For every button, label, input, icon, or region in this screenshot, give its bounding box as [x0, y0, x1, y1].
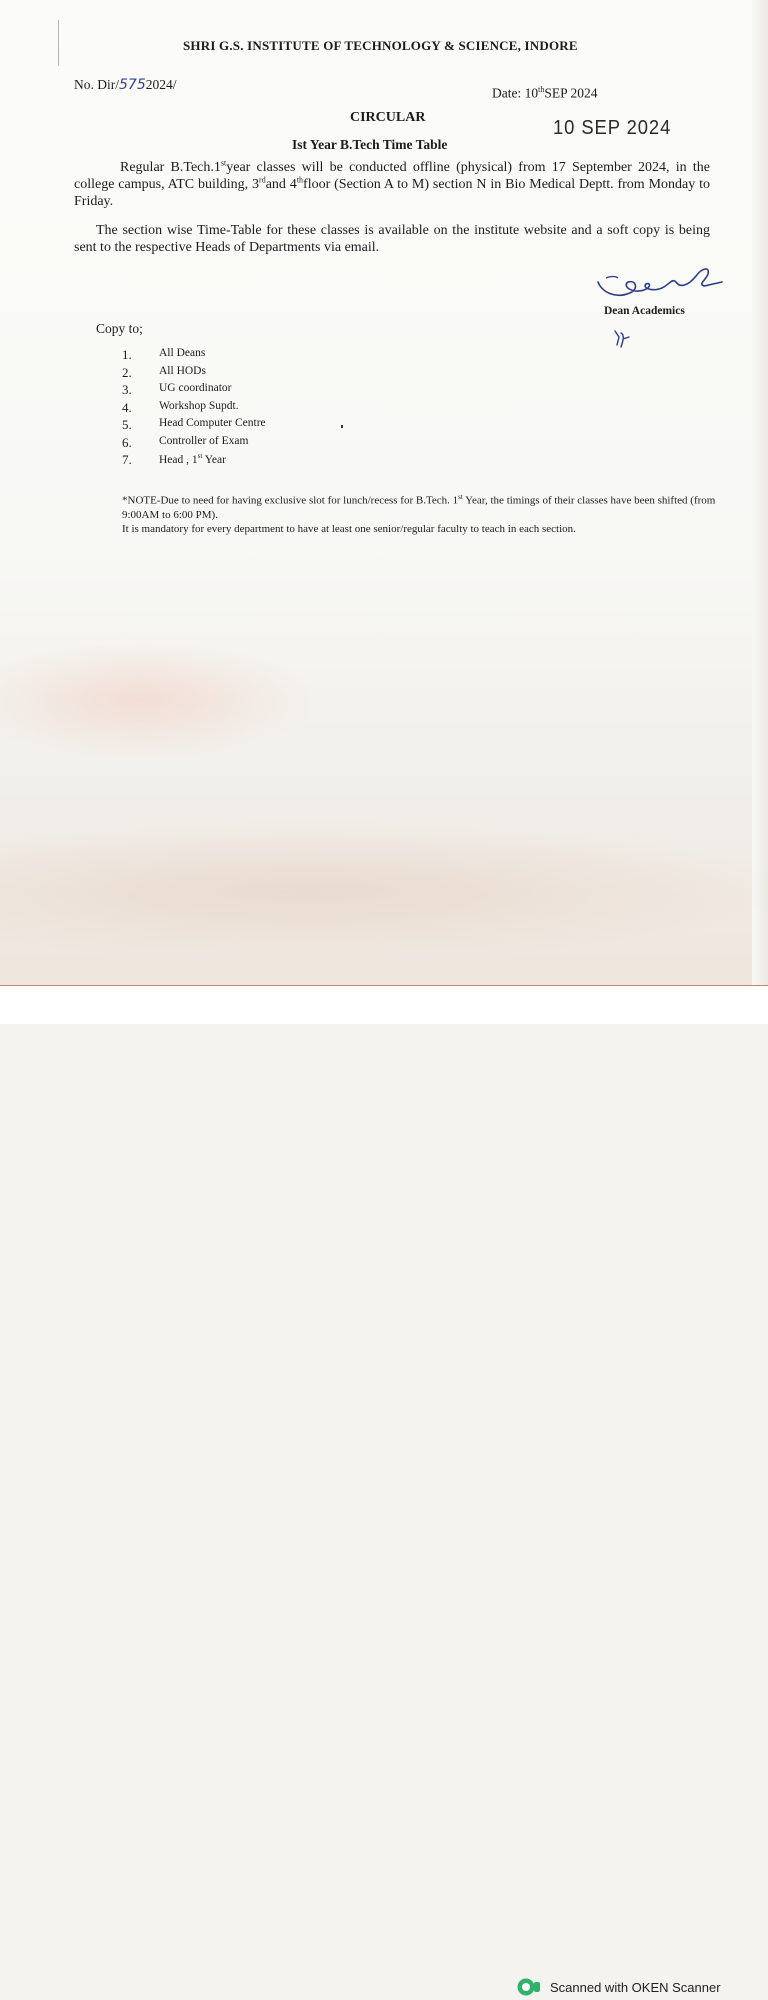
copy-to-item — [122, 382, 266, 400]
copy-to-text: Head , 1 — [159, 453, 198, 466]
note-text-b: Year, the timings of their classes have been shifted (from 9:00AM to 6:00 PM). — [122, 494, 716, 521]
copy-to-number: 7. — [122, 452, 132, 467]
scanner-text: Scanned with OKEN Scanner — [550, 1979, 721, 1995]
note-block — [122, 490, 722, 536]
copy-to-recipient — [159, 452, 226, 470]
page-edge-shadow — [752, 0, 768, 985]
copy-to-number: 3. — [122, 382, 132, 397]
copy-to-recipient — [159, 435, 248, 453]
oken-logo-icon — [516, 1977, 542, 1997]
copy-to-sup: st — [197, 452, 203, 460]
copy-to-item — [122, 435, 266, 453]
copy-to-recipient — [159, 347, 205, 365]
ref-handwritten-number: 575 — [119, 77, 146, 93]
p1-text-a: Regular B.Tech.1 — [120, 160, 221, 175]
copy-to-recipient — [159, 382, 232, 400]
note-text-a: *NOTE-Due to need for having exclusive slot for lunch/recess for B.Tech. 1 — [122, 494, 459, 507]
copy-to-recipient — [159, 365, 206, 383]
scan-speck — [341, 425, 343, 428]
p1-text-b: year classes will be conducted offline (physical) from 17 September 2024, in the college campus, ATC building, 3 — [74, 160, 710, 192]
circular-page — [0, 0, 768, 987]
date-stamp: 10 SEP 2024 — [553, 117, 672, 139]
paragraph-classes — [74, 159, 710, 210]
copy-to-number: 5. — [122, 417, 132, 432]
copy-to-text: All Deans — [159, 347, 206, 359]
copy-to-label: Copy to; — [96, 321, 143, 336]
ref-prefix: No. Dir/ — [74, 77, 119, 92]
ref-suffix: 2024/ — [145, 77, 177, 92]
copy-to-text: Controller of Exam — [159, 434, 249, 447]
circular-date — [492, 85, 598, 102]
signatory-title: Dean Academics — [604, 305, 685, 317]
copy-to-text: UG coordinator — [159, 382, 232, 394]
note-line-2: It is mandatory for every department to have at least one senior/regular faculty to teach in each section. — [122, 522, 576, 535]
circular-subtitle: Ist Year B.Tech Time Table — [292, 137, 448, 152]
copy-to-number: 1. — [122, 347, 132, 362]
initial-mark — [611, 327, 633, 356]
copy-to-item — [122, 365, 266, 383]
note-sup: st — [458, 493, 463, 501]
p1-text-d: floor (Section A to M) section N in Bio Medical Deptt. from Monday to Friday. — [74, 177, 711, 209]
copy-to-text-after: Year — [202, 453, 226, 466]
copy-to-recipient — [159, 400, 239, 418]
p1-text-c: and 4 — [265, 177, 297, 192]
date-sup: th — [538, 85, 545, 94]
copy-to-text: Workshop Supdt. — [159, 399, 239, 412]
date-prefix: Date: 10 — [492, 85, 539, 101]
copy-to-number: 2. — [122, 364, 132, 380]
date-suffix: SEP 2024 — [544, 85, 598, 101]
scanner-footer — [0, 986, 768, 1995]
scan-mark — [58, 20, 63, 66]
paragraph-timetable: The section wise Time-Table for these classes is available on the institute website and a soft copy is being sent to the respective Heads of Departments via email. — [74, 223, 710, 255]
scanner-watermark — [516, 1977, 721, 1997]
copy-to-text: All HODs — [159, 364, 206, 377]
copy-to-recipient — [159, 417, 266, 435]
p1-sup-a: st — [220, 158, 227, 168]
p1-sup-c: th — [296, 175, 304, 185]
p1-sup-b: rd — [259, 175, 266, 185]
note-line-1 — [122, 490, 722, 522]
copy-to-item — [122, 347, 266, 365]
copy-to-list — [122, 347, 266, 470]
copy-to-item — [122, 417, 266, 435]
copy-to-number: 4. — [122, 399, 132, 415]
copy-to-number: 6. — [122, 434, 132, 450]
copy-to-item — [122, 452, 266, 470]
copy-to-item — [122, 400, 266, 418]
circular-title: CIRCULAR — [350, 110, 426, 125]
reference-number — [74, 77, 177, 93]
copy-to-text: Head Computer Centre — [159, 417, 266, 429]
institute-name: SHRI G.S. INSTITUTE OF TECHNOLOGY & SCIENCE, INDORE — [183, 38, 578, 53]
